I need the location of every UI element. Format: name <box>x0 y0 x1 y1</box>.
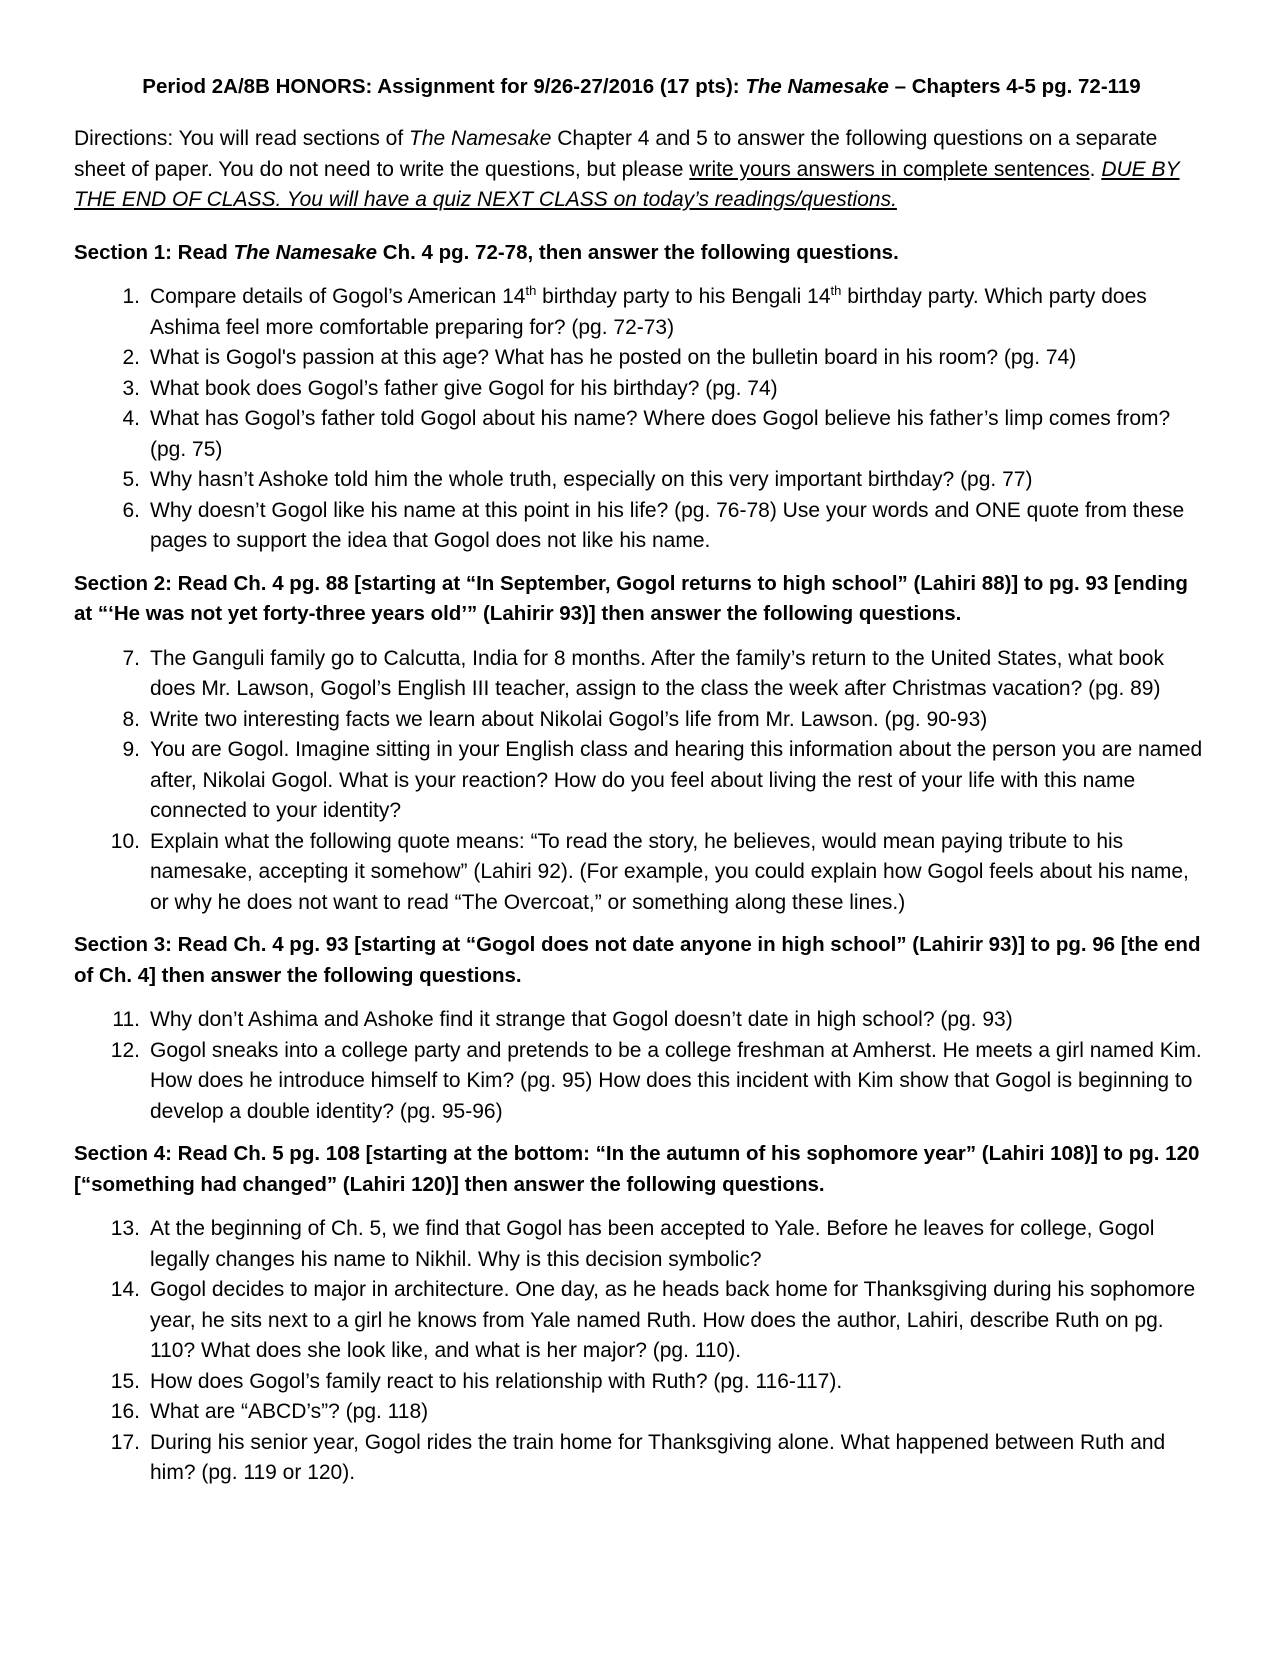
section-3-heading: Section 3: Read Ch. 4 pg. 93 [starting at “Gogol does not date anyone in high school” (Lahirir 93)] to pg. 96 [the end of Ch. 4] then answer the following questions. <box>74 933 1201 987</box>
assignment-page <box>74 72 1209 1501</box>
question-item: 4. What has Gogol’s father told Gogol about his name? Where does Gogol believe his father’s limp comes from? (pg. 75) <box>122 407 1171 461</box>
due-notice: DUE BY THE END OF CLASS. You will have a quiz NEXT CLASS on today’s readings/questions. <box>74 157 1180 211</box>
question-item: 8. Write two interesting facts we learn about Nikolai Gogol’s life from Mr. Lawson. (pg. 90-93) <box>122 707 988 731</box>
section-1-questions <box>74 282 1209 557</box>
question-item: 16. What are “ABCD’s”? (pg. 118) <box>110 1400 429 1423</box>
section-2-questions <box>74 644 1209 919</box>
question-item: 12. Gogol sneaks into a college party and pretends to be a college freshman at Amherst. He meets a girl named Kim. How does he introduce himself to Kim? (pg. 95) How does this incident with Kim show that Gogol is beginning to develop a double identity? (pg. 95-96) <box>110 1038 1202 1123</box>
question-item: 5. Why hasn’t Ashoke told him the whole truth, especially on this very important birthday? (pg. 77) <box>122 468 1033 491</box>
page-title: Period 2A/8B HONORS: Assignment for 9/26-27/2016 (17 pts): The Namesake – Chapters 4-5 pg. 72-119 <box>142 75 1141 98</box>
question-item: 3. What book does Gogol’s father give Gogol for his birthday? (pg. 74) <box>122 376 778 400</box>
section-1-heading: Section 1: Read The Namesake Ch. 4 pg. 72-78, then answer the following questions. <box>74 240 899 264</box>
question-item: 14. Gogol decides to major in architecture. One day, as he heads back home for Thanksgiving during his sophomore year, he sits next to a girl he knows from Yale named Ruth. How does the author, Lahiri, describe Ruth on pg. 110? What does she look like, and what is her major? (pg. 110). <box>110 1278 1196 1362</box>
directions-paragraph: Directions: You will read sections of The Namesake Chapter 4 and 5 to answer the following questions on a separate sheet of paper. You do not need to write the questions, but please write yours answers in complete sentences. DUE BY THE END OF CLASS. You will have a quiz NEXT CLASS on today’s readings/questions. <box>74 127 1180 211</box>
question-item: 17. During his senior year, Gogol rides the train home for Thanksgiving alone. What happened between Ruth and him? (pg. 119 or 120). <box>110 1430 1166 1484</box>
question-item: 15. How does Gogol’s family react to his relationship with Ruth? (pg. 116-117). <box>110 1369 843 1393</box>
question-item: 2. What is Gogol's passion at this age? What has he posted on the bulletin board in his room? (pg. 74) <box>122 346 1077 369</box>
question-item: 6. Why doesn’t Gogol like his name at this point in his life? (pg. 76-78) Use your words and ONE quote from these pages to support the idea that Gogol does not like his name. <box>122 498 1185 552</box>
section-2-heading: Section 2: Read Ch. 4 pg. 88 [starting at “In September, Gogol returns to high school” (Lahiri 88)] to pg. 93 [ending at “‘He was not yet forty-three years old’” (Lahirir 93)] then answer the following questions. <box>74 571 1188 625</box>
underlined-instruction: write yours answers in complete sentences <box>689 157 1090 181</box>
question-item: 1. Compare details of Gogol’s American 14th birthday party to his Bengali 14th birthday party. Which party does Ashima feel more comfortable preparing for? (pg. 72-73) <box>122 283 1147 339</box>
question-item: 11. Why don’t Ashima and Ashoke find it strange that Gogol doesn’t date in high school? (pg. 93) <box>112 1008 1013 1031</box>
section-4-heading: Section 4: Read Ch. 5 pg. 108 [starting at the bottom: “In the autumn of his sophomore year” (Lahiri 108)] to pg. 120 [“something had changed” (Lahiri 120)] then answer the following questions. <box>74 1142 1200 1196</box>
section-4-questions <box>74 1214 1209 1489</box>
question-item: 13. At the beginning of Ch. 5, we find that Gogol has been accepted to Yale. Before he leaves for college, Gogol legally changes his name to Nikhil. Why is this decision symbolic? <box>110 1217 1155 1271</box>
question-item: 7. The Ganguli family go to Calcutta, India for 8 months. After the family’s return to the United States, what book does Mr. Lawson, Gogol’s English III teacher, assign to the class the week after Christmas vacation? (pg. 89) <box>122 646 1164 700</box>
question-item: 9. You are Gogol. Imagine sitting in your English class and hearing this information about the person you are named after, Nikolai Gogol. What is your reaction? How do you feel about living the rest of your life with this name connected to your identity? <box>122 738 1203 822</box>
question-item: 10. Explain what the following quote means: “To read the story, he believes, would mean paying tribute to his namesake, accepting it somehow” (Lahiri 92). (For example, you could explain how Gogol feels about his name, or why he does not want to read “The Overcoat,” or something along these lines.) <box>110 829 1189 914</box>
section-3-questions <box>74 1005 1209 1127</box>
